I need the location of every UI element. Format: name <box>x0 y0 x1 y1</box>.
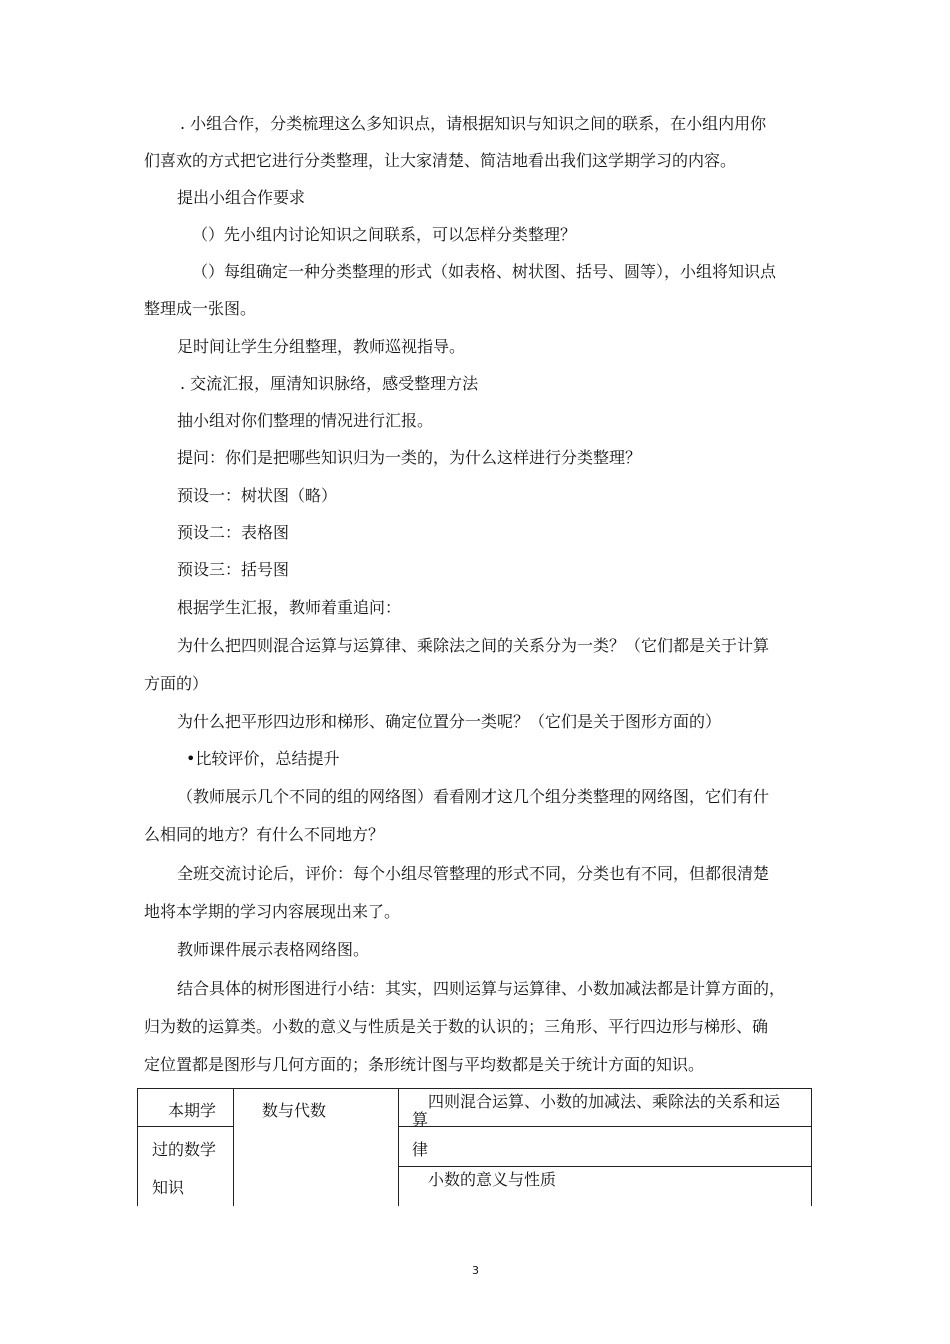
paragraph-line: 结合具体的树形图进行小结：其实，四则运算与运算律、小数加减法都是计算方面的， <box>177 979 786 998</box>
table-cell-category: 知识 <box>152 1178 185 1197</box>
table-cell-content: 律 <box>412 1140 429 1159</box>
table-cell-category: 过的数学 <box>152 1140 217 1159</box>
page-number: 3 <box>472 1264 479 1277</box>
paragraph-line: 们喜欢的方式把它进行分类整理，让大家清楚、简洁地看出我们这学期学习的内容。 <box>144 151 737 170</box>
table-cell-category: 本期学 <box>168 1101 217 1120</box>
paragraph-line: 整理成一张图。 <box>144 299 257 318</box>
table-col-divider <box>398 1088 399 1206</box>
table-cell-domain: 数与代数 <box>262 1101 327 1120</box>
table-col-divider <box>233 1088 234 1206</box>
table-cell-content: 四则混合运算、小数的加减法、乘除法的关系和运 <box>428 1092 781 1111</box>
paragraph-line: 抽小组对你们整理的情况进行汇报。 <box>177 411 434 430</box>
table-border-right <box>811 1088 812 1206</box>
paragraph-line: 为什么把四则混合运算与运算律、乘除法之间的关系分为一类？（它们都是关于计算 <box>177 636 770 655</box>
paragraph-line: 归为数的运算类。小数的意义与性质是关于数的认识的；三角形、平行四边形与梯形、确 <box>144 1017 769 1036</box>
paragraph-line: （教师展示几个不同的组的网络图）看看刚才这几个组分类整理的网络图，它们有什 <box>177 787 770 806</box>
paragraph-line: 预设三：括号图 <box>177 560 290 579</box>
paragraph-line: . 小组合作，分类梳理这么多知识点，请根据知识与知识之间的联系，在小组内用你 <box>180 114 767 133</box>
paragraph-line: 提出小组合作要求 <box>177 188 306 207</box>
paragraph-line: 定位置都是图形与几何方面的；条形统计图与平均数都是关于统计方面的知识。 <box>144 1055 705 1074</box>
paragraph-line: 根据学生汇报，教师着重追问： <box>177 598 402 617</box>
paragraph-line: 地将本学期的学习内容展现出来了。 <box>144 902 401 921</box>
paragraph-line: 教师课件展示表格网络图。 <box>177 940 370 959</box>
paragraph-line: 全班交流讨论后，评价：每个小组尽管整理的形式不同，分类也有不同，但都很清楚 <box>177 864 770 883</box>
paragraph-line: 提问：你们是把哪些知识归为一类的，为什么这样进行分类整理？ <box>177 448 642 467</box>
table-row-divider <box>398 1166 812 1167</box>
table-row-divider <box>137 1126 233 1127</box>
table-border-top <box>137 1088 812 1089</box>
table-cell-content: 算 <box>412 1110 429 1129</box>
table-row-divider <box>398 1126 812 1127</box>
paragraph-line: 么相同的地方？有什么不同地方？ <box>144 825 385 844</box>
paragraph-line: •比较评价，总结提升 <box>186 749 340 768</box>
paragraph-line: 预设二：表格图 <box>177 523 290 542</box>
paragraph-line: 足时间让学生分组整理，教师巡视指导。 <box>177 337 466 356</box>
paragraph-line: （）每组确定一种分类整理的形式（如表格、树状图、括号、圆等），小组将知识点 <box>192 262 777 281</box>
table-cell-content: 小数的意义与性质 <box>428 1170 557 1189</box>
paragraph-line: 预设一：树状图（略） <box>177 486 338 505</box>
paragraph-line: （）先小组内讨论知识之间联系，可以怎样分类整理？ <box>192 225 577 244</box>
paragraph-line: . 交流汇报，厘清知识脉络，感受整理方法 <box>180 374 479 393</box>
paragraph-line: 方面的） <box>144 674 209 693</box>
table-border-left <box>137 1088 138 1206</box>
paragraph-line: 为什么把平形四边形和梯形、确定位置分一类呢？（它们是关于图形方面的） <box>177 712 722 731</box>
